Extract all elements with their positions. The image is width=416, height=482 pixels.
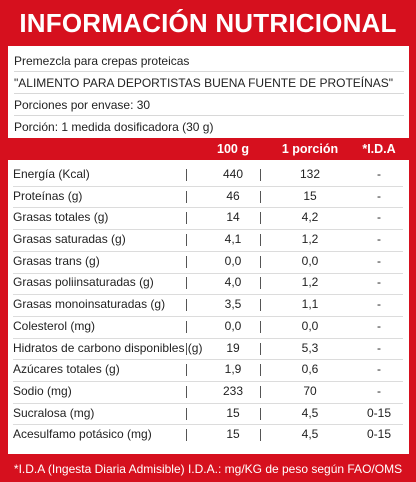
table-row	[8, 424, 409, 446]
value-ida: -	[377, 318, 381, 333]
value-100g: 0,0	[213, 251, 253, 273]
table-row	[8, 294, 409, 316]
table-row	[8, 381, 409, 403]
table-row	[8, 403, 409, 425]
value-portion: 1,2	[301, 232, 319, 247]
nutrient-name: Energía (Kcal)	[13, 164, 183, 186]
value-portion: 1,1	[301, 297, 319, 312]
value-ida: 0-15	[366, 405, 392, 420]
nutrient-name: Grasas trans (g)	[13, 251, 183, 273]
value-portion: 0,0	[301, 318, 319, 333]
product-info	[14, 50, 404, 138]
table-row	[8, 359, 409, 381]
header-portion: 1 porción	[281, 142, 339, 156]
value-portion: 15	[303, 188, 317, 203]
nutrient-name: Hidratos de carbono disponibles (g)	[13, 338, 183, 360]
header-ida: *I.D.A	[362, 142, 396, 156]
value-ida: -	[377, 275, 381, 290]
value-100g: 46	[213, 186, 253, 208]
value-100g: 1,9	[213, 359, 253, 381]
nutrition-panel	[8, 46, 409, 454]
nutrient-name: Azúcares totales (g)	[13, 359, 183, 381]
value-100g: 440	[213, 164, 253, 186]
value-portion: 0,6	[301, 362, 319, 377]
value-100g: 3,5	[213, 294, 253, 316]
product-name: Premezcla para crepas proteicas	[14, 50, 404, 72]
table-row	[8, 272, 409, 294]
nutrient-name: Sucralosa (mg)	[13, 403, 183, 425]
value-portion: 4,2	[301, 210, 319, 225]
value-ida: -	[377, 383, 381, 398]
table-row	[8, 164, 409, 186]
value-portion: 132	[299, 167, 321, 181]
value-portion: 4,5	[301, 405, 319, 420]
value-ida: -	[377, 340, 381, 355]
nutrient-name: Proteínas (g)	[13, 186, 183, 208]
value-ida: -	[377, 362, 381, 377]
table-row	[8, 251, 409, 273]
value-portion: 1,2	[301, 275, 319, 290]
nutrient-name: Sodio (mg)	[13, 381, 183, 403]
value-100g: 0,0	[213, 316, 253, 338]
value-portion: 4,5	[301, 427, 319, 442]
nutrient-name: Grasas totales (g)	[13, 207, 183, 229]
table-header	[8, 138, 409, 160]
value-100g: 4,0	[213, 272, 253, 294]
nutrient-name: Acesulfamo potásico (mg)	[13, 424, 183, 446]
nutrient-name: Grasas monoinsaturadas (g)	[13, 294, 183, 316]
value-ida: -	[377, 210, 381, 225]
value-portion: 70	[303, 383, 317, 398]
value-portion: 0,0	[301, 253, 319, 268]
table-row	[8, 186, 409, 208]
nutrient-name: Colesterol (mg)	[13, 316, 183, 338]
nutrient-name: Grasas saturadas (g)	[13, 229, 183, 251]
table-row	[8, 338, 409, 360]
servings-per-container: Porciones por envase: 30	[14, 94, 404, 116]
nutrition-table	[8, 164, 409, 446]
value-100g: 4,1	[213, 229, 253, 251]
value-100g: 15	[213, 424, 253, 446]
value-ida: -	[377, 297, 381, 312]
table-row	[8, 229, 409, 251]
value-100g: 19	[213, 338, 253, 360]
table-row	[8, 207, 409, 229]
table-row	[8, 316, 409, 338]
value-ida: 0-15	[366, 427, 392, 442]
page-title: INFORMACIÓN NUTRICIONAL	[19, 7, 397, 38]
value-portion: 5,3	[301, 340, 319, 355]
product-claim: "ALIMENTO PARA DEPORTISTAS BUENA FUENTE DE PROTEÍNAS"	[14, 72, 404, 94]
header-100g: 100 g	[217, 142, 249, 156]
ida-footnote: *I.D.A (Ingesta Diaria Admisible) I.D.A.: mg/KG de peso según FAO/OMS	[13, 462, 403, 476]
value-ida: -	[377, 167, 381, 181]
value-100g: 15	[213, 403, 253, 425]
value-ida: -	[377, 232, 381, 247]
serving-size: Porción: 1 medida dosificadora (30 g)	[14, 120, 214, 134]
value-ida: -	[377, 188, 381, 203]
nutrient-name: Grasas poliinsaturadas (g)	[13, 272, 183, 294]
value-ida: -	[377, 253, 381, 268]
value-100g: 233	[213, 381, 253, 403]
value-100g: 14	[213, 207, 253, 229]
